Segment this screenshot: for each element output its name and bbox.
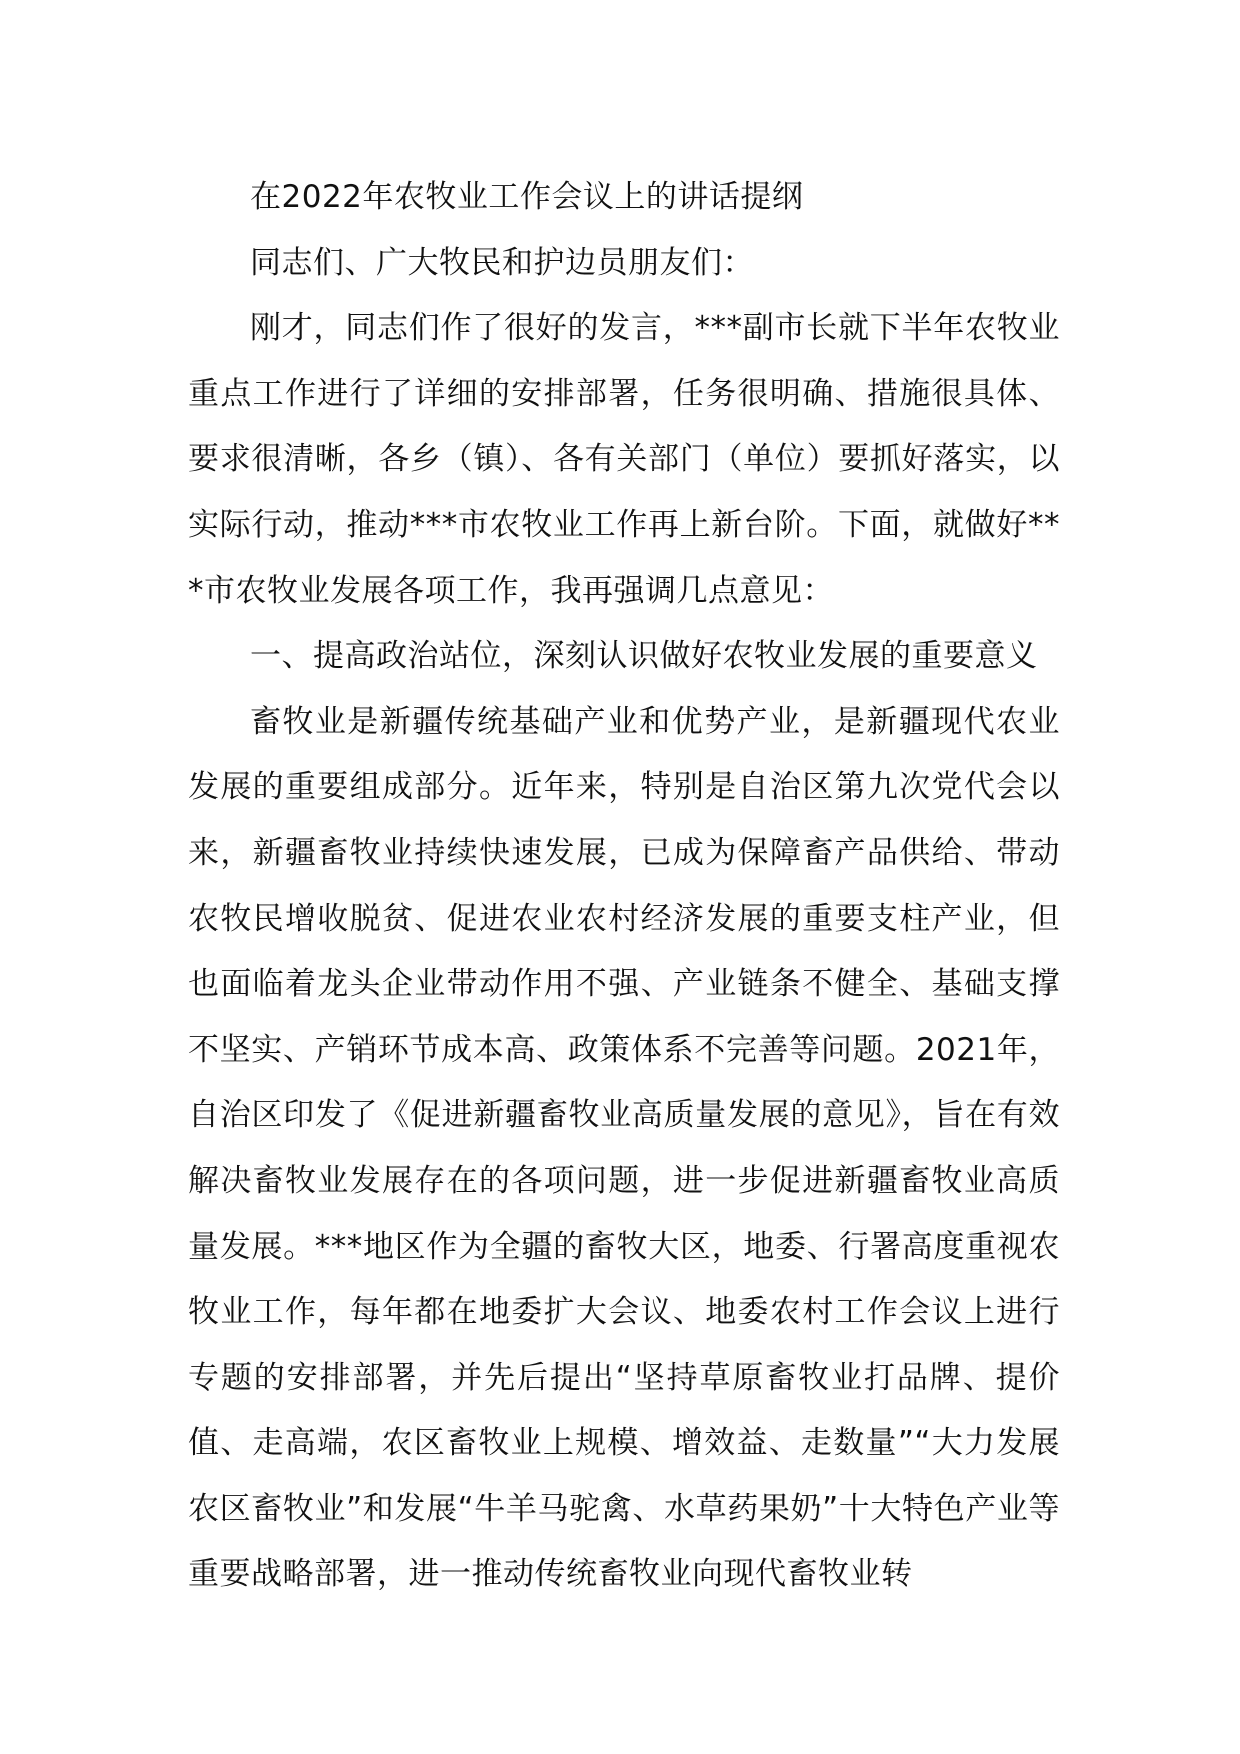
greeting-line: 同志们、广大牧民和护边员朋友们：	[250, 244, 754, 281]
document-body	[188, 165, 1060, 1608]
body-paragraph: 刚才，同志们作了很好的发言，***副市长就下半年农牧业重点工作进行了详细的安排部署，任务很明确、措施很具体、要求很清晰，各乡（镇）、各有关部门（单位）要抓好落实，以实际行动，推动***市农牧业工作再上新台阶。下面，就做好***市农牧业发展各项工作，我再强调几点意见：	[188, 310, 1060, 609]
section-heading: 一、提高政治站位，深刻认识做好农牧业发展的重要意义	[250, 638, 1038, 675]
body-paragraph: 畜牧业是新疆传统基础产业和优势产业，是新疆现代农业发展的重要组成部分。近年来，特别是自治区第九次党代会以来，新疆畜牧业持续快速发展，已成为保障畜产品供给、带动农牧民增收脱贫、促进农业农村经济发展的重要支柱产业，但也面临着龙头企业带动作用不强、产业链条不健全、基础支撑不坚实、产销环节成本高、政策体系不完善等问题。2021年，自治区印发了《促进新疆畜牧业高质量发展的意见》，旨在有效解决畜牧业发展存在的各项问题，进一步促进新疆畜牧业高质量发展。***地区作为全疆的畜牧大区，地委、行署高度重视农牧业工作，每年都在地委扩大会议、地委农村工作会议上进行专题的安排部署，并先后提出“坚持草原畜牧业打品牌、提价值、走高端，农区畜牧业上规模、增效益、走数量”“大力发展农区畜牧业”和发展“牛羊马驼禽、水草药果奶”十大特色产业等重要战略部署，进一推动传统畜牧业向现代畜牧业转	[188, 703, 1060, 1593]
document-title: 在2022年农牧业工作会议上的讲话提纲	[250, 179, 804, 215]
